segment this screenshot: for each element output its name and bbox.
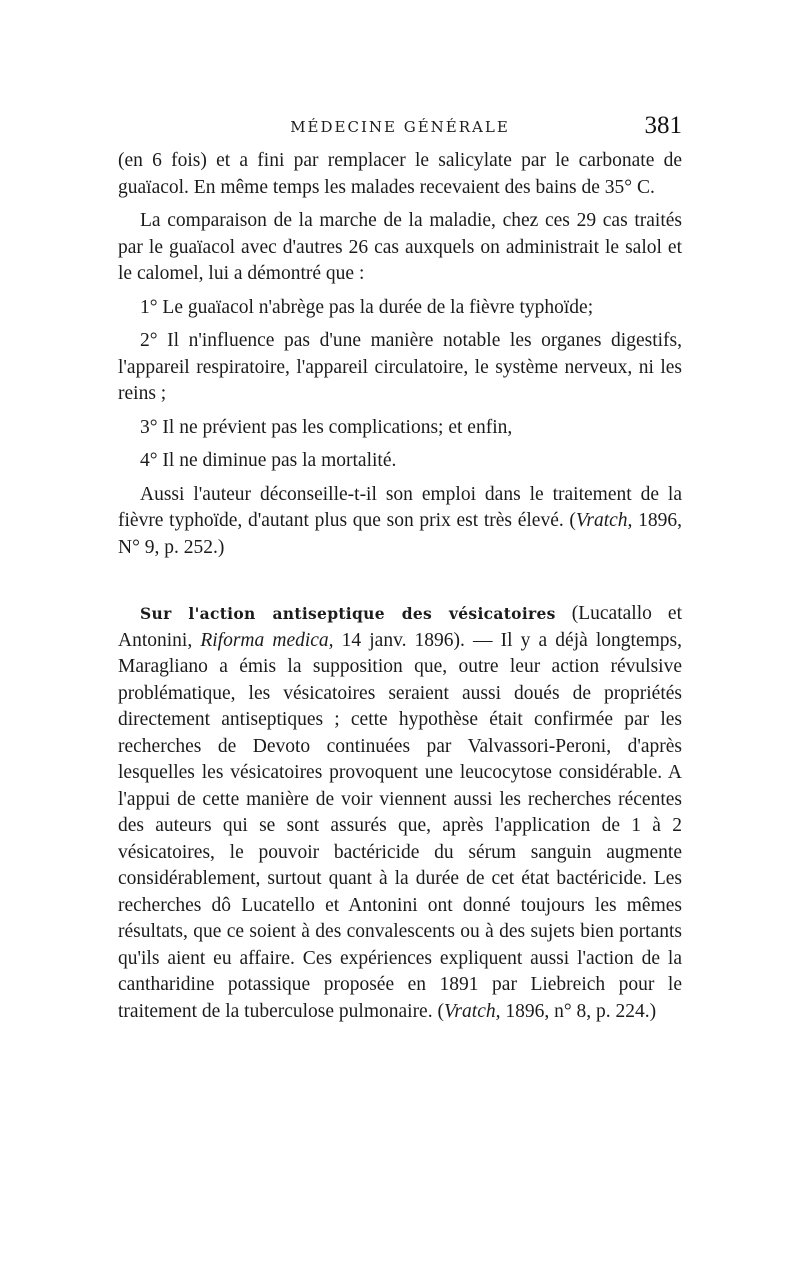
citation-reference: 1896, N° 9, p. 252.) [118, 510, 683, 558]
article-reference: 1896, n° 8, p. 224.) [500, 1000, 657, 1022]
page-header [118, 114, 682, 148]
advice-text: Aussi l'auteur déconseille-t-il son emploi dans le traitement de la fièvre typhoïde, d'autant plus que son prix est très élevé. ( [118, 483, 682, 531]
conclusion-item-2: 2° Il n'influence pas d'une manière notable les organes digestifs, l'appareil respiratoire, l'appareil circulatoire, le système nerveux, ni les reins ; [118, 330, 682, 404]
article-journal: Riforma medica, [200, 629, 334, 651]
body-text [118, 148, 682, 1025]
running-title: MÉDECINE GÉNÉRALE [290, 118, 510, 136]
conclusion-item-4: 4° Il ne diminue pas la mortalité. [140, 450, 397, 471]
page-number: 381 [644, 112, 682, 139]
conclusion-item-1: 1° Le guaïacol n'abrège pas la durée de la fièvre typhoïde; [140, 296, 594, 318]
paragraph-continuation: (en 6 fois) et a fini par remplacer le salicylate par le carbonate de guaïacol. En même temps les malades recevaient des bains de 35° C. [118, 150, 682, 198]
article-title: Sur l'action antiseptique des vésicatoires [140, 604, 556, 623]
article-ref-journal: Vratch, [443, 1000, 501, 1022]
article-authors: (Lucatallo et Antonini, [118, 603, 682, 651]
article-body: 14 janv. 1896). — Il y a déjà longtemps, Maragliano a émis la supposition que, outre leur action révulsive problématique, les vésicatoires seraient aussi doués de propriétés directement antiseptiques ; cette hypothèse était confirmée par les recherches de Devoto continuées par Valvassori-Peroni, d'après lesquelles les vésicatoires provoquent une leucocytose considérable. A l'appui de cette manière de voir viennent aussi les recherches récentes des auteurs qui se sont assurés que, après l'application de 1 à 2 vésicatoires, le pouvoir bactéricide du sérum sanguin augmente considérablement, surtout quant à la durée de cet état bactéricide. Les recherches dô Lucatello et Antonini ont donné toujours les mêmes résultats, que ce soient à des convalescents ou à des sujets bien portants qu'ils aient eu affaire. Ces expériences expliquent aussi l'action de la cantharidine potassique proposée en 1891 par Liebreich pour le traitement de la tuberculose pulmonaire. ( [118, 629, 682, 1022]
journal-citation: Vratch, [575, 510, 633, 531]
paragraph-advice [118, 482, 682, 562]
article-paragraph [118, 601, 682, 1025]
conclusion-item-3: 3° Il ne prévient pas les complications; et enfin, [140, 416, 513, 438]
paragraph-comparison: La comparaison de la marche de la maladie, chez ces 29 cas traités par le guaïacol avec d'autres 26 cas auxquels on administrait le salol et le calomel, lui a démontré que : [118, 210, 682, 284]
